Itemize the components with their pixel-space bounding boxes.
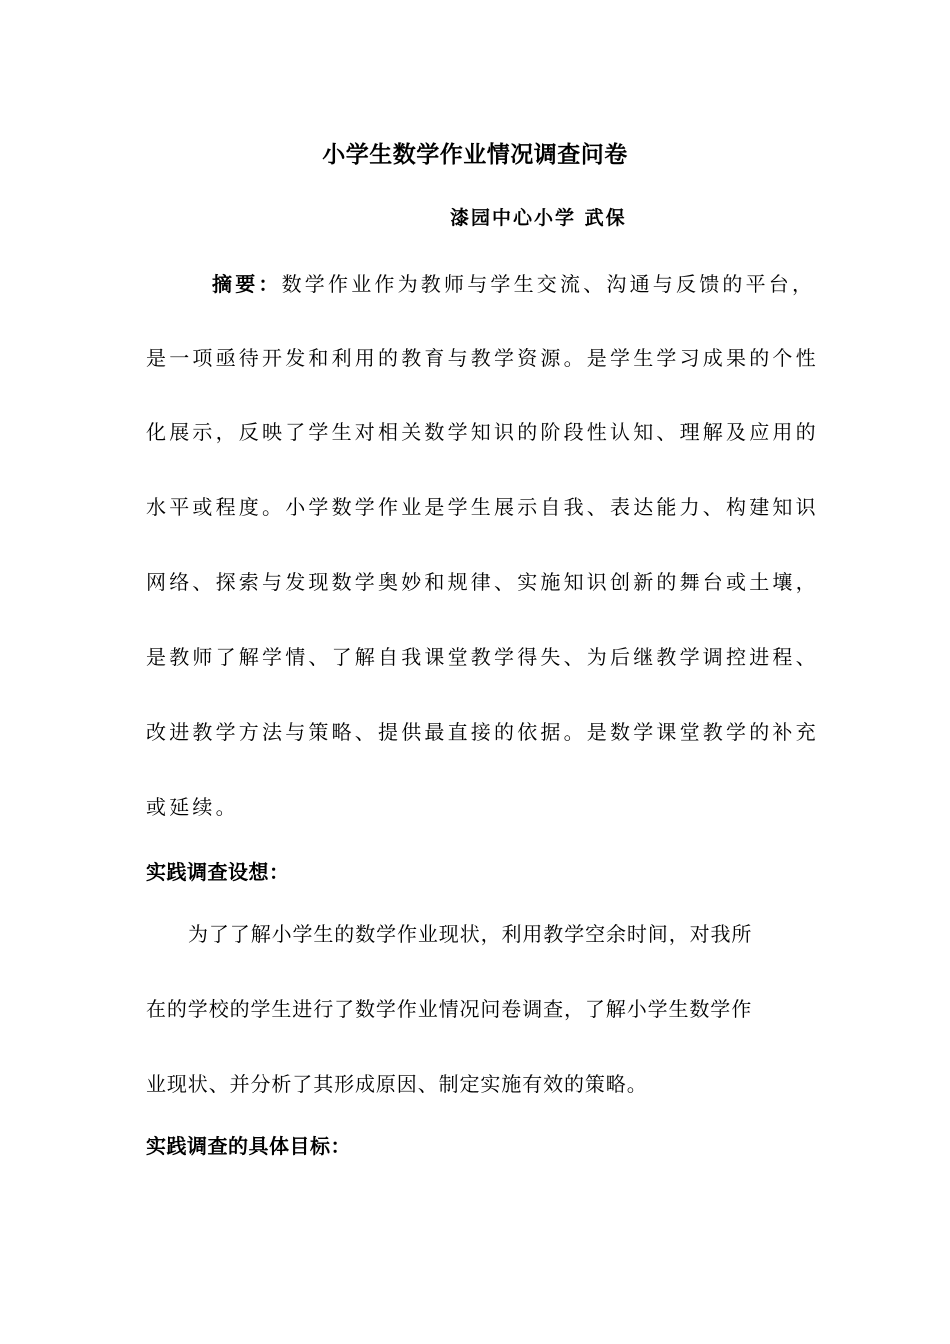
abstract-line: 水平或程度。小学数学作业是学生展示自我、表达能力、构建知识	[146, 495, 819, 519]
abstract-line: 是教师了解学情、了解自我课堂教学得失、为后继教学调控进程、	[146, 645, 819, 669]
abstract-line: 网络、探索与发现数学奥妙和规律、实施知识创新的舞台或土壤，	[146, 570, 819, 594]
document-title: 小学生数学作业情况调查问卷	[322, 142, 628, 168]
abstract-line: 是一项亟待开发和利用的教育与教学资源。是学生学习成果的个性	[146, 346, 819, 370]
abstract-label: 摘要：	[212, 272, 282, 296]
section-heading-design: 实践调查设想：	[146, 860, 290, 884]
section-paragraph-line: 在的学校的学生进行了数学作业情况问卷调查，了解小学生数学作	[146, 997, 753, 1021]
section-paragraph-line: 为了了解小学生的数学作业现状，利用教学空余时间，对我所	[188, 922, 753, 946]
abstract-line: 数学作业作为教师与学生交流、沟通与反馈的平台，	[281, 272, 816, 296]
document-author: 漆园中心小学 武保	[450, 207, 627, 229]
abstract-line: 或延续。	[146, 795, 239, 819]
abstract-first-line	[212, 268, 815, 297]
section-paragraph-line: 业现状、并分析了其形成原因、制定实施有效的策略。	[146, 1072, 648, 1096]
section-heading-goals: 实践调查的具体目标：	[146, 1134, 351, 1158]
abstract-line: 改进教学方法与策略、提供最直接的依据。是数学课堂教学的补充	[146, 720, 819, 744]
abstract-line: 化展示，反映了学生对相关数学知识的阶段性认知、理解及应用的	[146, 420, 819, 444]
